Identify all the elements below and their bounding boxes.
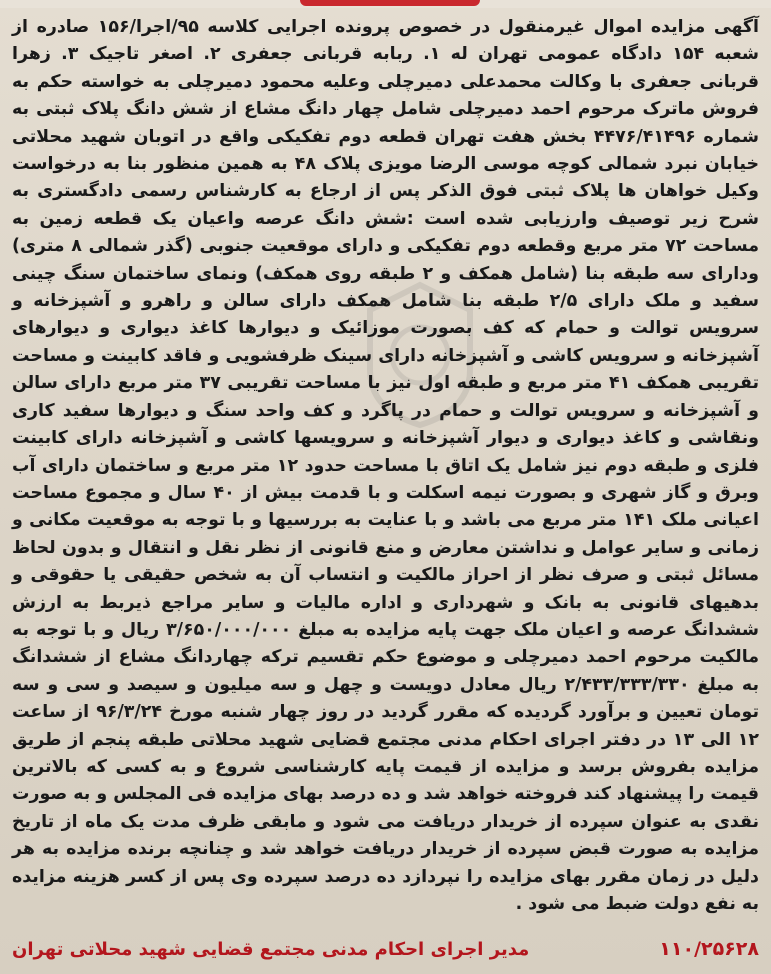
notice-code: ۱۱۰/۲۵۶۲۸ xyxy=(659,938,759,960)
auction-notice xyxy=(0,14,771,974)
notice-body: آگهی مزایده اموال غیرمنقول در خصوص پرونده اجرایی کلاسه ۹۵/اجرا/۱۵۶ صادره از شعبه ۱۵۴ دادگاه عمومی تهران له ۱. ربابه قربانی جعفری ۲. اصغر تاجیک ۳. زهرا قربانی جعفری با وکالت محمدعلی دمیرچلی وعلیه محمود دمیرچلی به خواسته حکم به فروش ماترک مرحوم احمد دمیرچلی شامل چهار دانگ مشاع از شش دانگ پلاک ثبتی به شماره ۴۴۷۶/۴۱۴۹۶ بخش هفت تهران قطعه دوم تفکیکی واقع در اتوبان شهید محلاتی خیابان نبرد شمالی کوچه موسی الرضا مویزی پلاک ۴۸ به همین منظور بنا به درخواست وکیل خواهان ها پلاک ثبتی فوق الذکر پس از ارجاع به کارشناس رسمی دادگستری به شرح زیر توصیف وارزیابی شده است :شش دانگ عرصه واعیان یک قطعه زمین به مساحت ۷۲ متر مربع وقطعه دوم تفکیکی و دارای موقعیت جنوبی (گذر شمالی ۸ متری) ودارای سه طبقه بنا (شامل همکف و ۲ طبقه روی همکف) ونمای ساختمان سنگ چینی سفید و ملک دارای ۲/۵ طبقه بنا شامل همکف دارای سالن و راهرو و آشپزخانه و سرویس توالت و حمام که کف بصورت موزائیک و دیوارها کاغذ دیواری و دیوارهای آشپزخانه و سرویس کاشی و آشپزخانه دارای سینک ظرفشویی و فاقد کابینت و مساحت تقریبی همکف ۴۱ متر مربع و طبقه اول نیز با مساحت تقریبی ۳۷ متر مربع دارای سالن و آشپزخانه و سرویس توالت و حمام در پاگرد و کف واحد سنگ و دیوارها سفید کاری ونقاشی و کاغذ دیواری و دیوار آشپزخانه و سرویسها کاشی و آشپزخانه دارای کابینت فلزی و طبقه دوم نیز شامل یک اتاق با مساحت حدود ۱۲ متر مربع و ساختمان دارای آب وبرق و گاز شهری و بصورت نیمه اسکلت و با قدمت بیش از ۴۰ سال و مجموع مساحت اعیانی ملک ۱۴۱ متر مربع می باشد و با عنایت به بررسیها و با توجه به موقعیت مکانی و زمانی و سایر عوامل و نداشتن معارض و منع قانونی از نظر نقل و انتقال و بدون لحاظ مسائل ثبتی و صرف نظر از احراز مالکیت و انتساب آن به شخص حقیقی یا حقوقی و بدهیهای قانونی به بانک و شهرداری و اداره مالیات و سایر مراجع ذیربط به ارزش ششدانگ عرصه و اعیان ملک جهت پایه مزایده به مبلغ ۳/۶۵۰/۰۰۰/۰۰۰ ریال و با توجه به مالکیت مرحوم احمد دمیرچلی و موضوع حکم تقسیم ترکه چهاردانگ مشاع از ششدانگ به مبلغ ۲/۴۳۳/۳۳۳/۳۳۰ ریال معادل دویست و چهل و سه میلیون و سیصد و سی و سه تومان تعیین و برآورد گردیده که مقرر گردید در روز چهار شنبه مورخ ۹۶/۳/۲۴ از ساعت ۱۲ الی ۱۳ در دفتر اجرای احکام مدنی مجتمع قضایی شهید محلاتی طبقه پنجم از طریق مزایده بفروش برسد و مزایده از قیمت پایه کارشناسی شروع و به کسی که بالاترین قیمت را پیشنهاد کند فروخته خواهد شد و ده درصد بهای مزایده فی المجلس و به صورت نقدی به عنوان سپرده از خریدار دریافت می شود و مابقی ظرف مدت یک ماه از تاریخ مزایده به صورت قبض سپرده از خریدار دریافت خواهد شد و چنانچه برنده مزایده به هر دلیل در زمان مقرر بهای مزایده را نپردازد ده درصد سپرده وی پس از کسر هزینه مزایده به نفع دولت ضبط می شود . xyxy=(12,17,760,914)
notice-footer xyxy=(12,938,759,960)
top-red-tab xyxy=(300,0,480,6)
signature-line: مدیر اجرای احکام مدنی مجتمع قضایی شهید محلاتی تهران xyxy=(12,938,530,960)
